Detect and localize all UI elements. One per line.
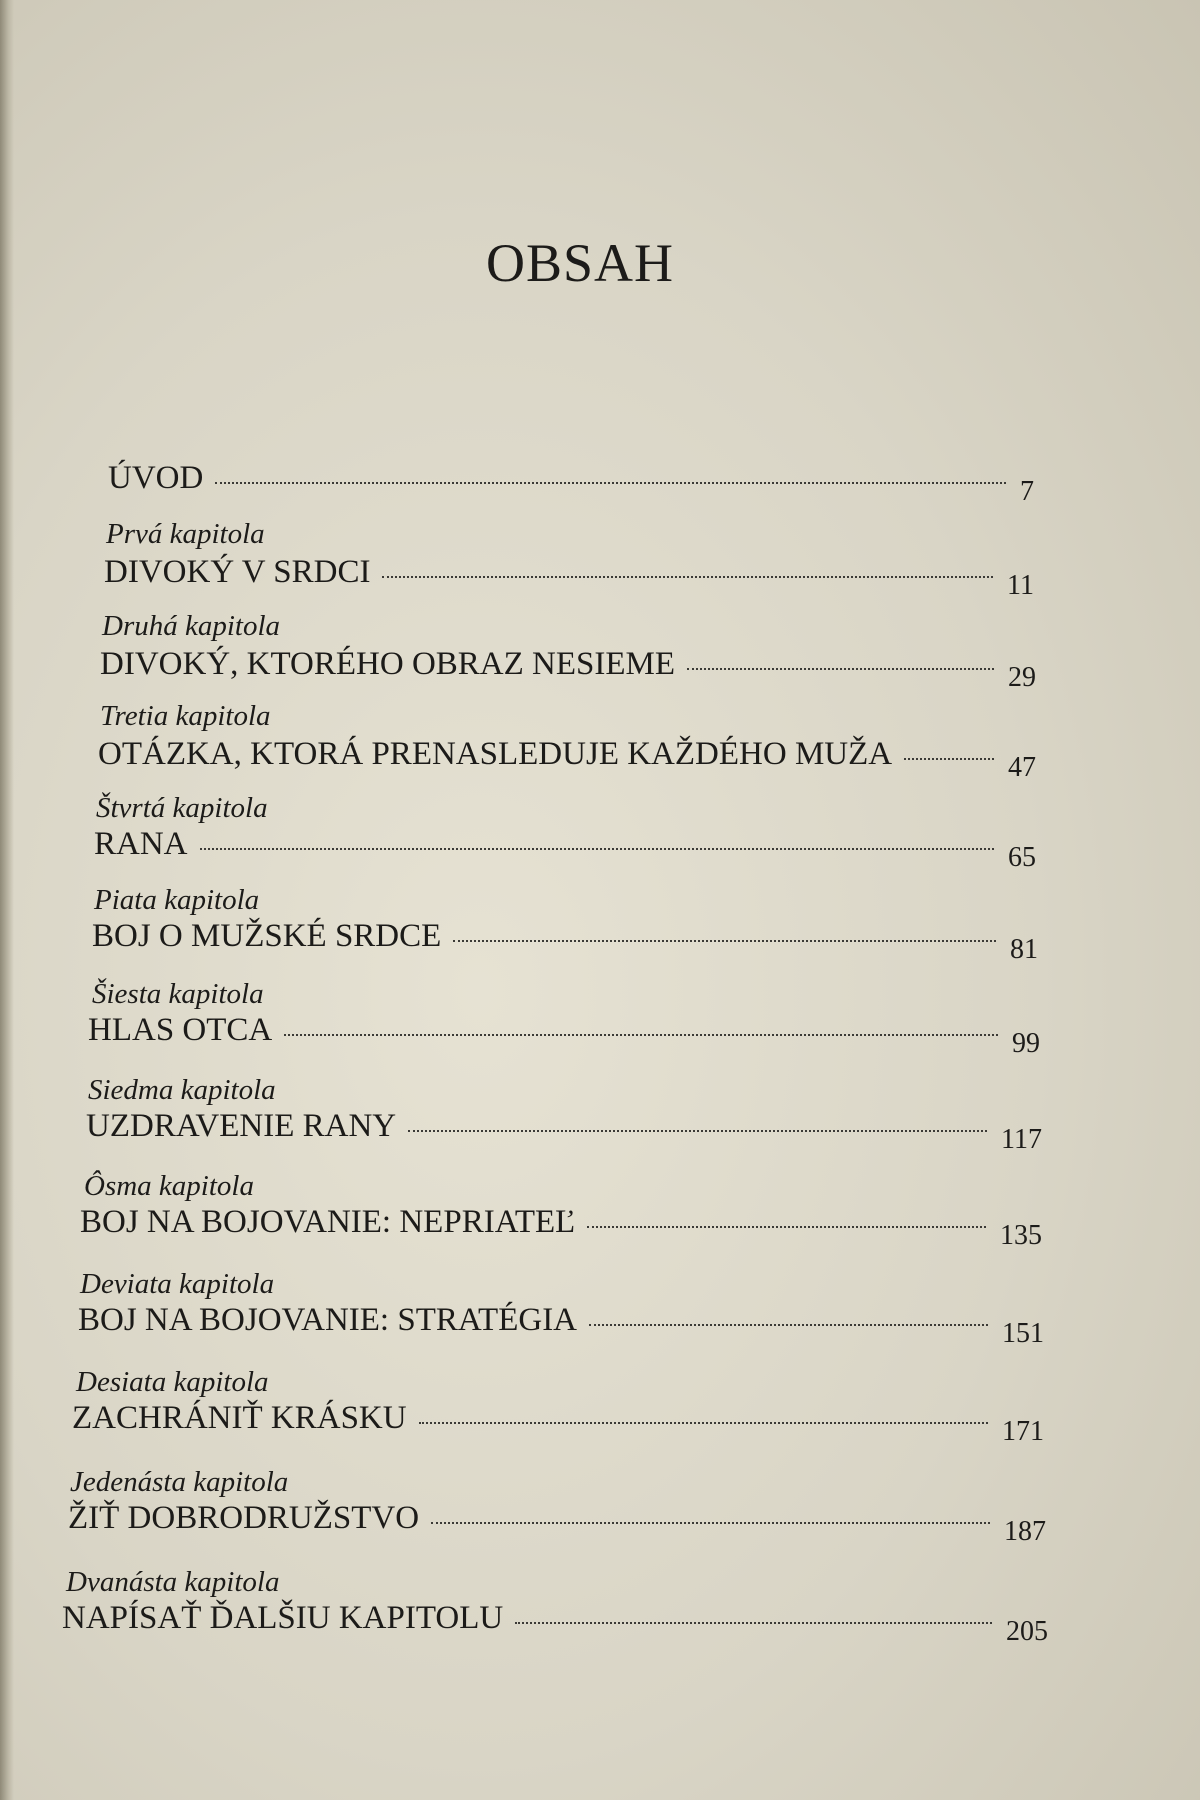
entry-title: HLAS OTCA	[88, 1012, 273, 1048]
entry-title: UZDRAVENIE RANY	[86, 1108, 397, 1144]
chapter-label: Šiesta kapitola	[92, 978, 264, 1010]
dot-leader	[284, 1034, 998, 1036]
toc-line	[98, 736, 1036, 783]
page-number: 135	[1000, 1220, 1042, 1251]
entry-title: RANA	[94, 826, 188, 862]
entry-title: BOJ O MUŽSKÉ SRDCE	[92, 918, 442, 954]
chapter-label: Ôsma kapitola	[84, 1170, 254, 1202]
toc-line	[100, 646, 1036, 693]
entry-title: ÚVOD	[108, 460, 204, 496]
dot-leader	[453, 940, 996, 942]
dot-leader	[382, 576, 993, 578]
chapter-label: Druhá kapitola	[102, 610, 281, 642]
entry-title: DIVOKÝ, KTORÉHO OBRAZ NESIEME	[100, 646, 676, 682]
dot-leader	[200, 848, 994, 850]
chapter-label: Prvá kapitola	[106, 518, 265, 550]
toc-line	[72, 1400, 1044, 1447]
chapter-label: Jedenásta kapitola	[70, 1466, 289, 1498]
dot-leader	[589, 1324, 988, 1326]
page-number: 29	[1008, 662, 1036, 693]
page-number: 11	[1007, 570, 1034, 601]
dot-leader	[515, 1622, 992, 1624]
page-number: 187	[1004, 1516, 1046, 1547]
toc-line	[108, 460, 1034, 507]
toc-line	[78, 1302, 1044, 1349]
page-number: 117	[1001, 1124, 1042, 1155]
chapter-label: Desiata kapitola	[76, 1366, 269, 1398]
dot-leader	[419, 1422, 988, 1424]
page-number: 81	[1010, 934, 1038, 965]
chapter-label: Siedma kapitola	[88, 1074, 276, 1106]
page-number: 205	[1006, 1616, 1048, 1647]
toc-line	[94, 826, 1036, 873]
toc-line	[88, 1012, 1040, 1059]
entry-title: BOJ NA BOJOVANIE: NEPRIATEĽ	[80, 1204, 576, 1240]
toc-line	[92, 918, 1038, 965]
chapter-label: Piata kapitola	[94, 884, 260, 916]
page-number: 151	[1002, 1318, 1044, 1349]
dot-leader	[587, 1226, 986, 1228]
page-number: 65	[1008, 842, 1036, 873]
chapter-label: Dvanásta kapitola	[66, 1566, 280, 1598]
chapter-label: Štvrtá kapitola	[96, 792, 268, 824]
dot-leader	[904, 758, 994, 760]
page-number: 47	[1008, 752, 1036, 783]
page-number: 7	[1020, 476, 1034, 507]
toc-line	[80, 1204, 1042, 1251]
entry-title: OTÁZKA, KTORÁ PRENASLEDUJE KAŽDÉHO MUŽA	[98, 736, 893, 772]
entry-title: DIVOKÝ V SRDCI	[104, 554, 371, 590]
page-number: 171	[1002, 1416, 1044, 1447]
entry-title: BOJ NA BOJOVANIE: STRATÉGIA	[78, 1302, 578, 1338]
dot-leader	[215, 482, 1006, 484]
entry-title: ŽIŤ DOBRODRUŽSTVO	[68, 1500, 420, 1536]
chapter-label: Tretia kapitola	[100, 700, 271, 732]
toc-line	[62, 1600, 1048, 1647]
dot-leader	[687, 668, 994, 670]
toc-line	[68, 1500, 1046, 1547]
toc-line	[104, 554, 1034, 601]
toc-line	[86, 1108, 1042, 1155]
entry-title: ZACHRÁNIŤ KRÁSKU	[72, 1400, 407, 1436]
entry-title: NAPÍSAŤ ĎALŠIU KAPITOLU	[62, 1600, 504, 1636]
dot-leader	[431, 1522, 990, 1524]
dot-leader	[408, 1130, 987, 1132]
page-title: OBSAH	[485, 233, 675, 293]
chapter-label: Deviata kapitola	[80, 1268, 275, 1300]
page-number: 99	[1012, 1028, 1040, 1059]
